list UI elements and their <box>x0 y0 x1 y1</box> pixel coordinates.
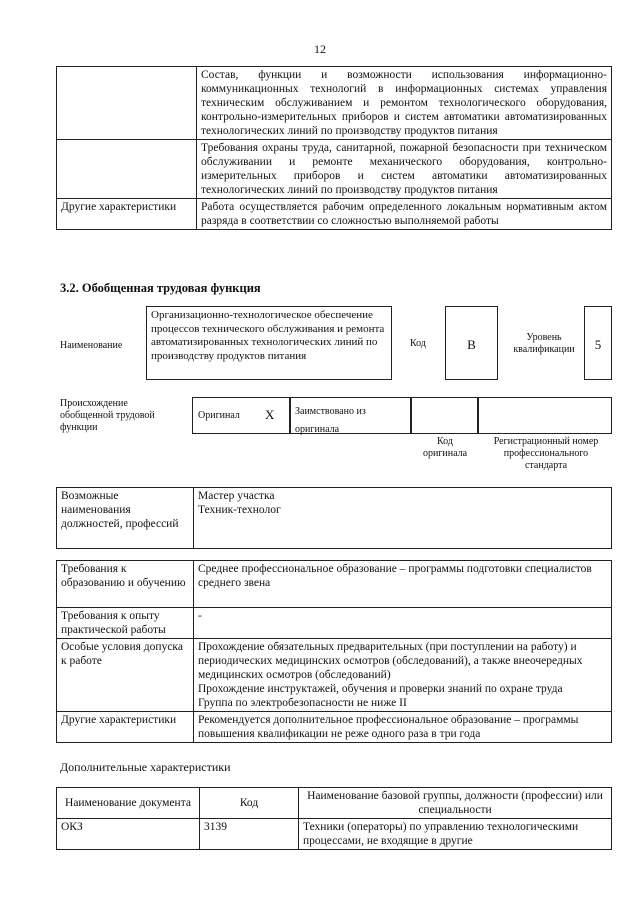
original-mark: X <box>265 407 275 422</box>
level-label: Уровень квалификации <box>513 332 575 355</box>
original-label: Оригинал <box>198 410 240 421</box>
code-caption: Код оригинала <box>422 436 468 459</box>
table-header-row <box>57 788 612 819</box>
row-text: Работа осуществляется рабочим определенного локальным нормативным актом разряда в соответствии со сложностью выполняемой работы <box>197 199 612 230</box>
req-line: - <box>198 610 202 622</box>
table-row <box>57 608 612 639</box>
table-row <box>57 67 612 140</box>
origin-original-box <box>192 397 290 434</box>
row-label: Другие характеристики <box>57 199 197 230</box>
function-name-box <box>146 306 392 380</box>
origin-borrowed-box <box>290 397 411 434</box>
function-name: Организационно-технологическое обеспечение процессов технического обслуживания и ремонта автоматизированных технологических линий по производству продуктов питания <box>151 309 385 362</box>
req-value <box>194 639 612 712</box>
row-label <box>57 67 197 140</box>
page-number: 12 <box>314 42 326 56</box>
top-table <box>56 66 612 230</box>
position-item: Техник-технолог <box>198 504 281 516</box>
code-value: B <box>467 337 476 352</box>
requirements-table <box>56 560 612 743</box>
table-row <box>57 561 612 608</box>
req-line: Группа по электробезопасности не ниже II <box>198 697 407 709</box>
positions-label: Возможные наименования должностей, профессий <box>57 488 194 549</box>
reg-caption: Регистрационный номер профессионального стандарта <box>493 436 599 471</box>
table-row <box>57 712 612 743</box>
header-code: Код <box>200 788 299 819</box>
table-row <box>57 819 612 850</box>
req-line: Среднее профессиональное образование – программы подготовки специалистов среднего звена <box>198 563 592 589</box>
origin-reg-box <box>478 397 612 434</box>
req-line: Прохождение инструктажей, обучения и проверки знаний по охране труда <box>198 683 563 695</box>
code-label: Код <box>410 338 426 349</box>
row-name: Техники (операторы) по управлению технологическими процессами, не входящие в другие <box>299 819 612 850</box>
level-box <box>584 306 612 380</box>
additional-title: Дополнительные характеристики <box>60 760 231 774</box>
row-code: 3139 <box>200 819 299 850</box>
row-text: Состав, функции и возможности использования информационно-коммуникационных технологий в информационных системах управления техническим обслуживанием и ремонтом технологического оборудования, контрольно-измерительных приборов и систем автоматики автоматизированных технологических линий по производству продуктов питания <box>197 67 612 140</box>
header-name: Наименование базовой группы, должности (профессии) или специальности <box>299 788 612 819</box>
req-label: Требования к образованию и обучению <box>57 561 194 608</box>
positions-table <box>56 487 612 549</box>
req-line: Прохождение обязательных предварительных (при поступлении на работу) и периодических медицинских осмотров (обследований), а также внеочередных медицинских осмотров (обследований) <box>198 641 583 681</box>
header-doc: Наименование документа <box>57 788 200 819</box>
table-row <box>57 488 612 549</box>
req-label: Другие характеристики <box>57 712 194 743</box>
row-doc: ОКЗ <box>57 819 200 850</box>
table-row <box>57 199 612 230</box>
req-label: Требования к опыту практической работы <box>57 608 194 639</box>
level-value: 5 <box>594 337 602 352</box>
origin-code-box <box>411 397 478 434</box>
req-value <box>194 712 612 743</box>
name-label: Наименование <box>60 340 123 351</box>
code-box <box>445 306 498 380</box>
section-title: 3.2. Обобщенная трудовая функция <box>60 281 261 295</box>
req-value <box>194 561 612 608</box>
table-row <box>57 639 612 712</box>
req-value <box>194 608 612 639</box>
position-item: Мастер участка <box>198 490 275 502</box>
additional-table <box>56 787 612 850</box>
table-row <box>57 140 612 199</box>
req-line: Рекомендуется дополнительное профессиональное образование – программы повышения квалификации не реже одного раза в три года <box>198 714 579 740</box>
row-text: Требования охраны труда, санитарной, пожарной безопасности при техническом обслуживании и ремонте механического оборудования, контрольно-измерительных приборов и систем автоматики автоматизированных технологических линий по производству продуктов питания <box>197 140 612 199</box>
origin-label: Происхождение обобщенной трудовой функции <box>60 398 155 433</box>
borrowed-label: Заимствовано из оригинала <box>295 406 366 435</box>
positions-values <box>194 488 612 549</box>
req-label: Особые условия допуска к работе <box>57 639 194 712</box>
row-label <box>57 140 197 199</box>
